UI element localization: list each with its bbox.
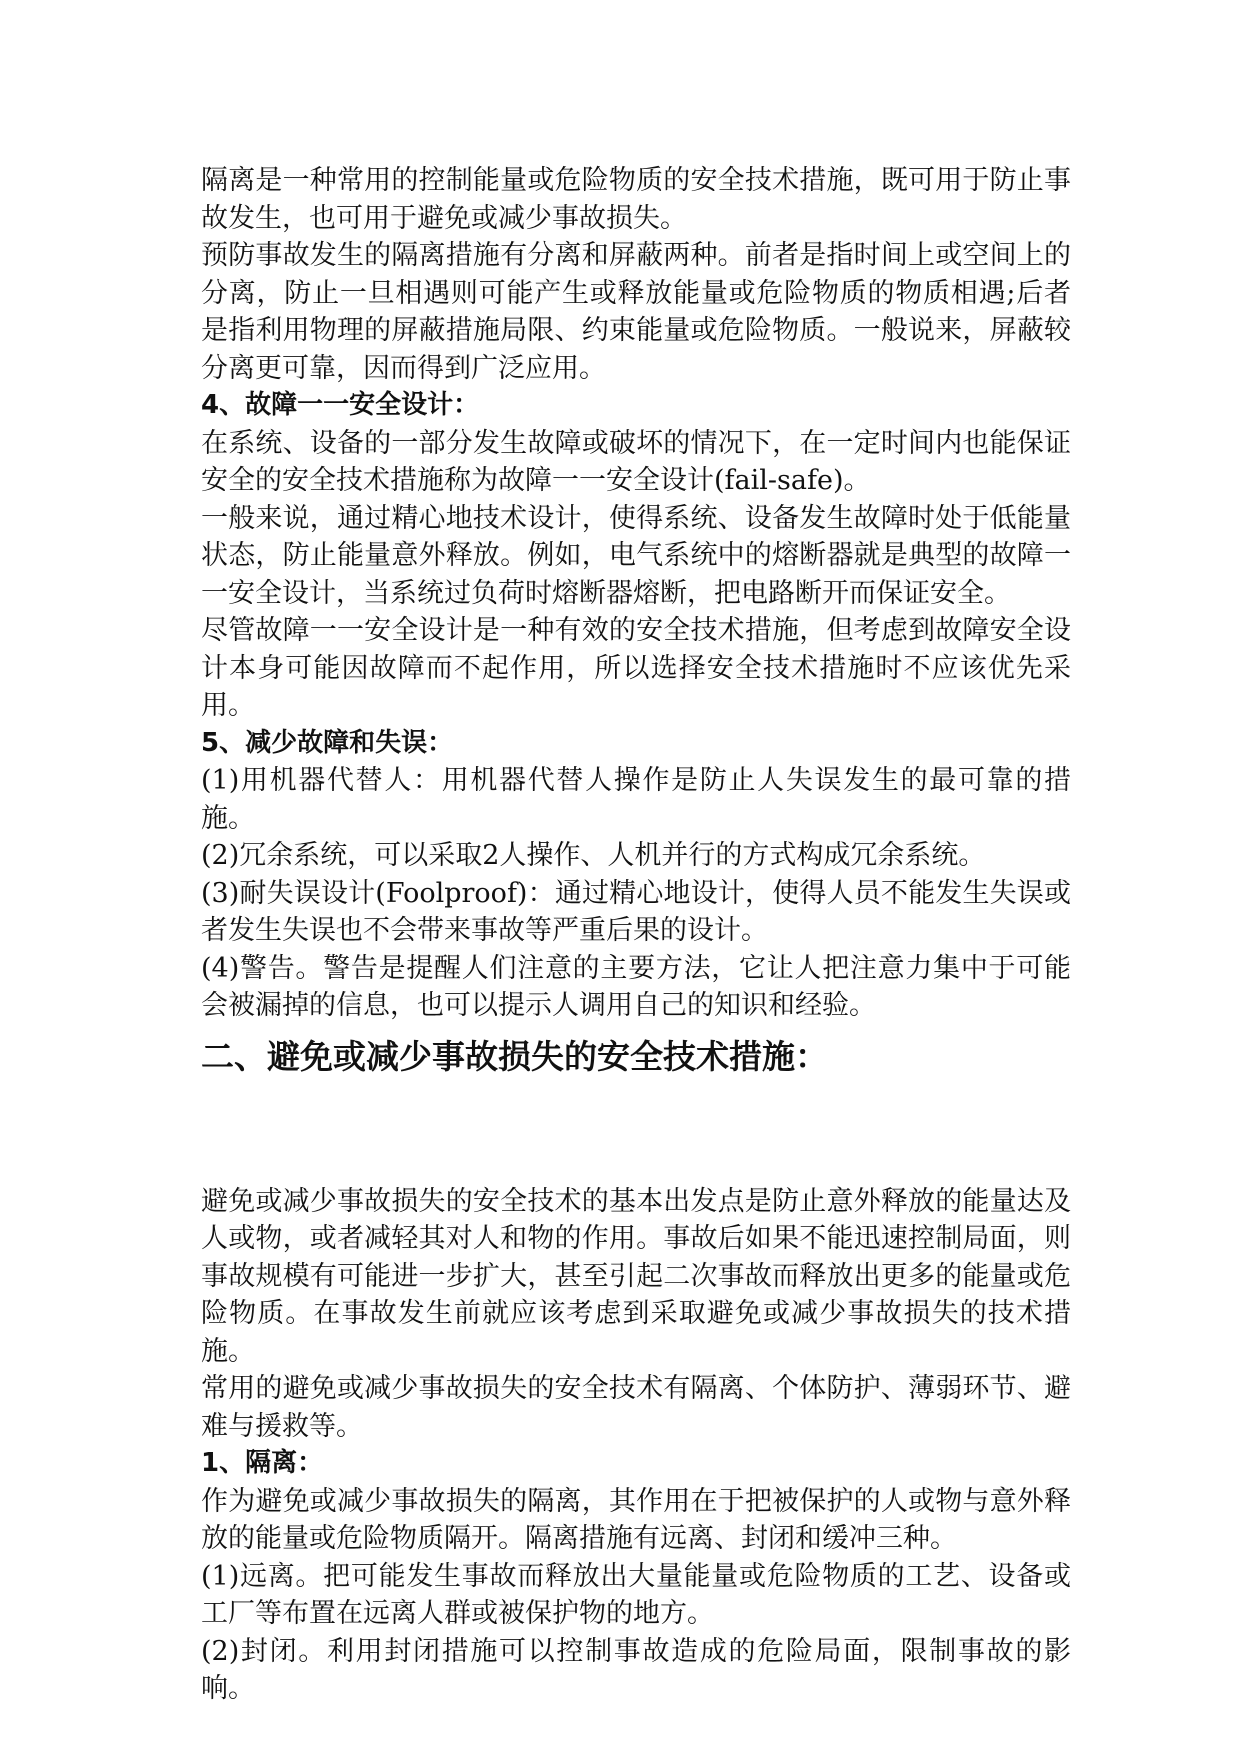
- list-item: (4)警告。警告是提醒人们注意的主要方法，它让人把注意力集中于可能会被漏掉的信息，也可以提示人调用自己的知识和经验。: [201, 952, 1071, 1021]
- list-item: (1)用机器代替人：用机器代替人操作是防止人失误发生的最可靠的措施。: [201, 765, 1071, 834]
- paragraph: 在系统、设备的一部分发生故障或破坏的情况下，在一定时间内也能保证安全的安全技术措施称为故障一一安全设计(fail-safe)。: [201, 427, 1071, 496]
- chapter-heading: 二、避免或减少事故损失的安全技术措施：: [201, 1036, 828, 1076]
- paragraph: 常用的避免或减少事故损失的安全技术有隔离、个体防护、薄弱环节、避难与援救等。: [201, 1373, 1071, 1442]
- paragraph: 一般来说，通过精心地技术设计，使得系统、设备发生故障时处于低能量状态，防止能量意外释放。例如，电气系统中的熔断器就是典型的故障一一安全设计，当系统过负荷时熔断器熔断，把电路断开而保证安全。: [201, 502, 1071, 609]
- paragraph: 避免或减少事故损失的安全技术的基本出发点是防止意外释放的能量达及人或物，或者减轻其对人和物的作用。事故后如果不能迅速控制局面，则事故规模有可能进一步扩大，甚至引起二次事故而释放出更多的能量或危险物质。在事故发生前就应该考虑到采取避免或减少事故损失的技术措施。: [201, 1185, 1071, 1367]
- list-item: (2)冗余系统，可以采取2人操作、人机并行的方式构成冗余系统。: [201, 840, 986, 871]
- list-item: (2)封闭。利用封闭措施可以控制事故造成的危险局面，限制事故的影响。: [201, 1635, 1071, 1704]
- section-heading: 5、减少故障和失误：: [201, 727, 454, 758]
- paragraph: 尽管故障一一安全设计是一种有效的安全技术措施，但考虑到故障安全设计本身可能因故障而不起作用，所以选择安全技术措施时不应该优先采用。: [201, 615, 1071, 721]
- section-heading: 4、故障一一安全设计：: [201, 390, 480, 420]
- paragraph: 隔离是一种常用的控制能量或危险物质的安全技术措施，既可用于防止事故发生，也可用于避免或减少事故损失。: [201, 165, 1071, 234]
- document-body: [201, 162, 1071, 1708]
- section-heading: 1、隔离：: [201, 1448, 324, 1478]
- list-item: (1)远离。把可能发生事故而释放出大量能量或危险物质的工艺、设备或工厂等布置在远离人群或被保护物的地方。: [201, 1560, 1071, 1629]
- list-item: (3)耐失误设计(Foolproof)：通过精心地设计，使得人员不能发生失误或者发生失误也不会带来事故等严重后果的设计。: [201, 877, 1071, 946]
- paragraph: 作为避免或减少事故损失的隔离，其作用在于把被保护的人或物与意外释放的能量或危险物质隔开。隔离措施有远离、封闭和缓冲三种。: [201, 1485, 1071, 1554]
- paragraph: 预防事故发生的隔离措施有分离和屏蔽两种。前者是指时间上或空间上的分离，防止一旦相遇则可能产生或释放能量或危险物质的物质相遇;后者是指利用物理的屏蔽措施局限、约束能量或危险物质。一般说来，屏蔽较分离更可靠，因而得到广泛应用。: [201, 240, 1071, 384]
